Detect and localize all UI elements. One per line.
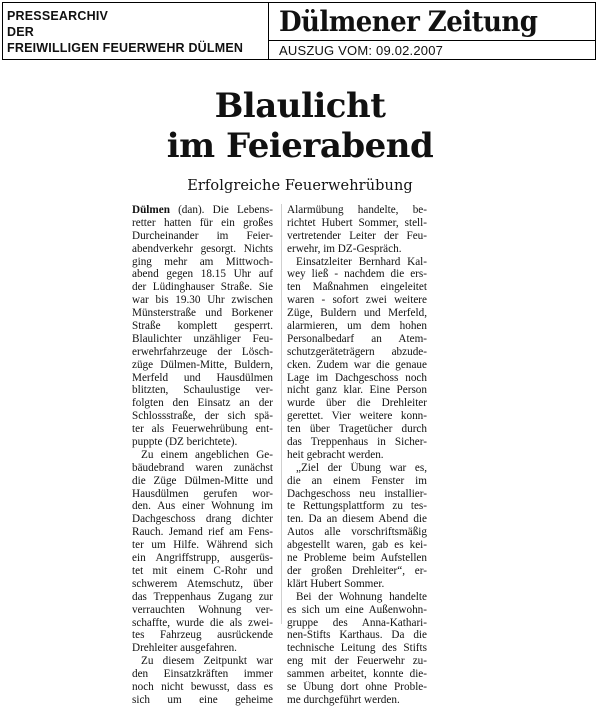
article-line: Münsterstraße und Borkener xyxy=(132,307,273,320)
article-line: Rauch. Jemand rief am Fens- xyxy=(132,526,273,539)
article-line: sammen arbeitet, konnte die- xyxy=(287,668,427,681)
article-line: wurde über die Drehleiter xyxy=(287,397,427,410)
article-line: tes Fahrzeug ausrückende xyxy=(132,629,273,642)
article-line: den. Aus einer Wohnung im xyxy=(132,500,273,513)
article-line: eng mit der Feuerwehr zu- xyxy=(287,655,427,668)
newspaper-block xyxy=(269,3,595,59)
article-line: waren - sofort zwei weitere xyxy=(287,294,427,307)
article-line: sich um eine geheime xyxy=(132,693,273,706)
article-line: der Lüdinghauser Straße. Sie xyxy=(132,281,273,294)
headline-line: im Feierabend xyxy=(166,126,434,166)
article-line: erwehrfahrzeuge der Lösch- xyxy=(132,345,273,358)
article-line: nicht ganz klar. Eine Person xyxy=(287,384,427,397)
article-line: Zu diesem Zeitpunkt war xyxy=(141,655,273,668)
article-line: Dachgeschoss drang dichter xyxy=(132,513,273,526)
article-line: schwerem Atemschutz, über xyxy=(132,577,273,590)
article-line: es sich um eine Außenwohn- xyxy=(287,603,427,616)
article-headline xyxy=(0,86,600,166)
article-line: verrauchten Wohnung ver- xyxy=(132,603,273,616)
article-line: abend gegen 18.15 Uhr auf xyxy=(132,268,273,281)
article-line: Personalbedarf an Atem- xyxy=(287,332,427,345)
article-line: Lage im Dachgeschoss noch xyxy=(287,371,427,384)
article-line: vertretender Leiter der Feu- xyxy=(287,229,427,242)
article-line: retter hatten für ein großes xyxy=(132,216,273,229)
article-line: noch nicht bewusst, dass es xyxy=(132,680,273,693)
article-line: abgestellt waren, gab es kei- xyxy=(287,539,427,552)
article-line: ging mehr am Mittwoch- xyxy=(132,255,273,268)
article-line: Alarmübung handelte, be- xyxy=(287,204,427,216)
article-line: ten. Da an diesem Abend die xyxy=(287,513,427,526)
article-line: Drehleiter ausgefahren. xyxy=(132,642,237,655)
article-line: züge Dülmen-Mitte, Buldern, xyxy=(132,358,273,371)
article-line: gruppe des Anna-Kathari- xyxy=(287,616,427,629)
article-line: Einsatzleiter Bernhard Kal- xyxy=(296,255,427,268)
article-line: bäudebrand waren zunächst xyxy=(132,461,273,474)
article-line: ein Angriffstrupp, ausgerüs- xyxy=(132,552,273,565)
article-line: Zu einem angeblichen Ge- xyxy=(141,448,273,461)
article-line: Durcheinander im Feier- xyxy=(132,229,273,242)
headline-line: Blaulicht xyxy=(214,86,386,126)
article-line: die an einem Fenster im xyxy=(287,474,427,487)
header-divider xyxy=(269,40,595,41)
article-line: ter um Hilfe. Während sich xyxy=(132,539,273,552)
article-line: klärt Hubert Sommer. xyxy=(287,577,385,590)
article-line: wey ließ - nachdem die ers- xyxy=(287,268,427,281)
article-line: war bis 19.30 Uhr zwischen xyxy=(132,294,273,307)
article-line: Züge, Buldern und Merfeld, xyxy=(287,307,427,320)
article-line: „Ziel der Übung war es, xyxy=(296,461,427,474)
archive-label xyxy=(3,3,269,59)
article-line: Hausdülmen gerufen wor- xyxy=(132,487,273,500)
article-line: Dachgeschoss neu installier- xyxy=(287,487,427,500)
article-line: blitzten, Schaulustige ver- xyxy=(132,384,273,397)
article-line: ter als Feuerwehrübung ent- xyxy=(132,423,273,436)
archive-line: PRESSEARCHIV xyxy=(7,9,109,23)
article-line: technische Leitung des Stifts xyxy=(287,642,427,655)
dateline: Dülmen xyxy=(132,204,170,216)
column-gutter xyxy=(281,204,282,624)
article-line: der großen Drehleiter“, er- xyxy=(287,564,427,577)
article-line: den Einsatzkräften immer xyxy=(132,668,273,681)
article-line-text: (dan). Die Lebens- xyxy=(169,204,273,216)
article-line: Blaulichter unzähliger Feu- xyxy=(132,332,273,345)
article-line: richtet Hubert Sommer, stell- xyxy=(287,216,427,229)
archive-line: DER xyxy=(7,25,34,39)
archive-line: FREIWILLIGEN FEUERWEHR DÜLMEN xyxy=(7,41,244,55)
article-line: ne Probleme beim Aufstellen xyxy=(287,552,427,565)
article-line: das Treppenhaus in Sicher- xyxy=(287,436,427,449)
article-line xyxy=(132,204,273,217)
article-line: erwehr, im DZ-Gespräch. xyxy=(287,242,402,255)
article-line: ten Maßnahmen eingeleitet xyxy=(287,281,427,294)
article-line: schutzgeräteträgern abzude- xyxy=(287,345,427,358)
article-line: te Rettungsplattform zu tes- xyxy=(287,500,427,513)
article-line: folgten den Einsatz an der xyxy=(132,397,273,410)
article-line: Autos alle vorschriftsmäßig xyxy=(287,526,427,539)
article-line: nen-Stifts Karthaus. Da die xyxy=(287,629,427,642)
article-line: cken. Zudem war die genaue xyxy=(287,358,427,371)
newspaper-masthead: Dülmener Zeitung xyxy=(279,5,538,38)
article-line: me durchgeführt werden. xyxy=(287,693,400,706)
article-line: schaffte, wurde die als zwei- xyxy=(132,616,273,629)
article-line: das Treppenhaus Zugang zur xyxy=(132,590,273,603)
article-subheadline: Erfolgreiche Feuerwehrübung xyxy=(187,178,413,194)
article-line: puppte (DZ berichtete). xyxy=(132,436,238,449)
article-line: Schlossstraße, der sich spä- xyxy=(132,410,273,423)
article-line: die Züge Dülmen-Mitte und xyxy=(132,474,273,487)
excerpt-date: AUSZUG VOM: 09.02.2007 xyxy=(279,43,444,58)
article-line: gerettet. Vier weitere konn- xyxy=(287,410,427,423)
article-line: tet mit einem C-Rohr und xyxy=(132,564,273,577)
article-line: ten über Tragetücher durch xyxy=(287,423,427,436)
article-line: alarmieren, um dem hohen xyxy=(287,320,427,333)
archive-header xyxy=(2,2,596,60)
article-column-left xyxy=(132,204,273,707)
article-line: se Übung dort ohne Proble- xyxy=(287,680,427,693)
article-line: abendverkehr gesorgt. Nichts xyxy=(132,242,273,255)
article-column-right xyxy=(287,204,427,707)
article-line: heit gebracht werden. xyxy=(287,448,384,461)
article-line: Merfeld und Hausdülmen xyxy=(132,371,273,384)
article-line: Straße komplett gesperrt. xyxy=(132,320,273,333)
article-line: Bei der Wohnung handelte xyxy=(296,590,427,603)
